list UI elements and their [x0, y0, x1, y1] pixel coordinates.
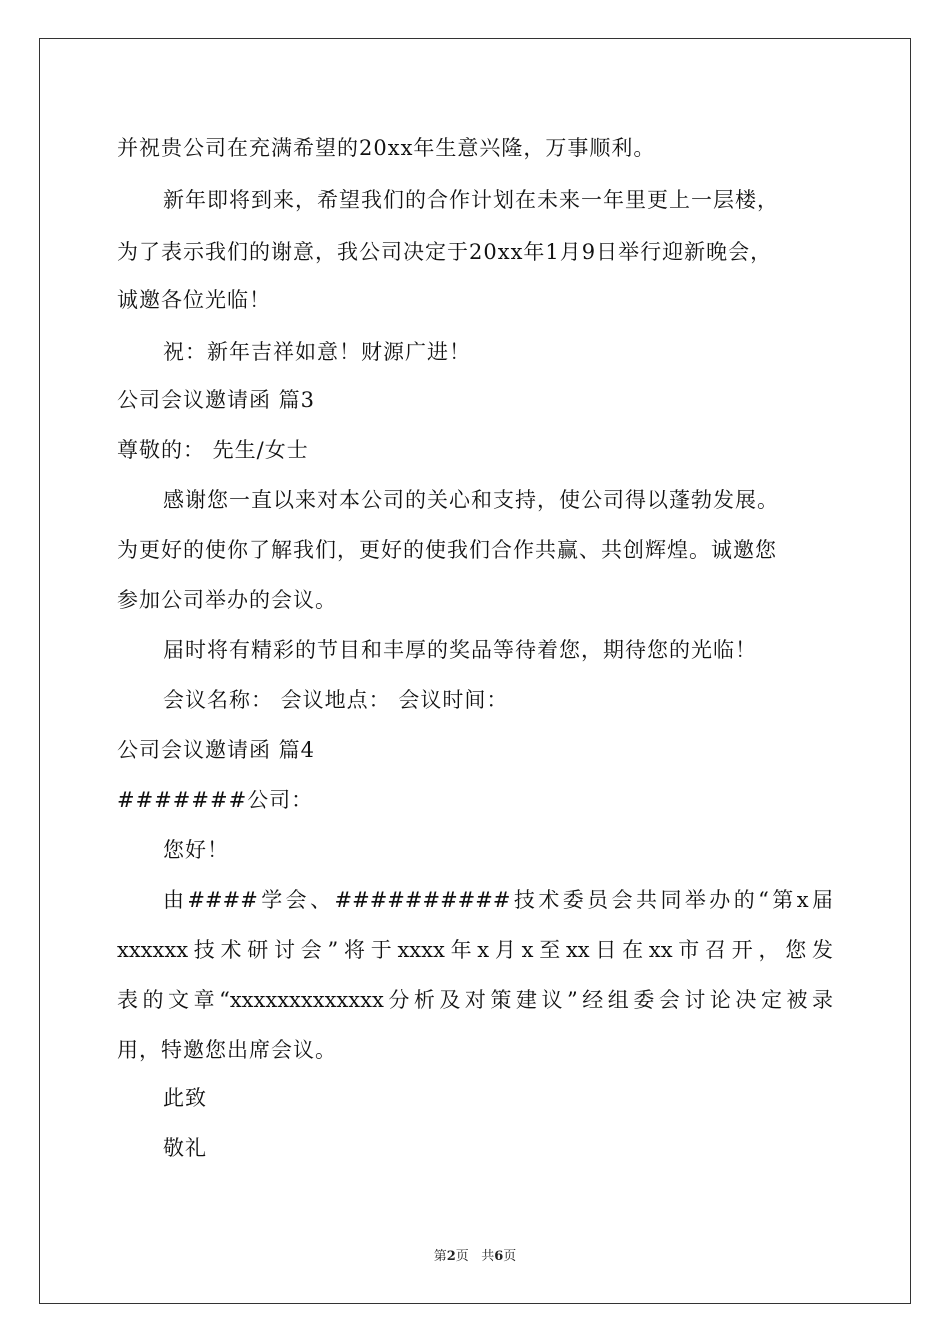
text-line: 由####学会、##########技术委员会共同举办的“第x届 — [163, 888, 833, 912]
meeting-info-line: 会议名称： 会议地点： 会议时间： — [163, 688, 509, 712]
text-line: 参加公司举办的会议。 — [117, 588, 337, 612]
page-label-prefix: 第 — [433, 1249, 447, 1264]
closing-line: 敬礼 — [163, 1136, 207, 1160]
section-heading: 公司会议邀请函 篇3 — [117, 388, 316, 412]
salutation: #######公司： — [117, 788, 314, 812]
text-line: 祝：新年吉祥如意！财源广进！ — [163, 340, 471, 364]
section-heading: 公司会议邀请函 篇4 — [117, 738, 316, 762]
page-label-mid: 页 共 — [455, 1249, 495, 1264]
page-current-number: 2 — [446, 1249, 456, 1264]
salutation: 尊敬的： 先生/女士 — [117, 438, 309, 462]
text-line: 新年即将到来，希望我们的合作计划在未来一年里更上一层楼， — [163, 188, 779, 212]
page-border — [39, 38, 911, 1304]
text-line: 届时将有精彩的节目和丰厚的奖品等待着您，期待您的光临！ — [163, 638, 757, 662]
greeting: 您好！ — [163, 838, 229, 862]
text-line: 并祝贵公司在充满希望的20xx年生意兴隆，万事顺利。 — [117, 136, 656, 160]
page-total-number: 6 — [494, 1249, 504, 1264]
page-label-suffix: 页 — [503, 1249, 517, 1264]
text-line: 感谢您一直以来对本公司的关心和支持，使公司得以蓬勃发展。 — [163, 488, 779, 512]
text-line: 为更好的使你了解我们，更好的使我们合作共赢、共创辉煌。诚邀您 — [117, 538, 777, 562]
page-footer — [0, 1249, 950, 1265]
text-line: 用，特邀您出席会议。 — [117, 1038, 337, 1062]
closing-line: 此致 — [163, 1086, 207, 1110]
text-line: 诚邀各位光临！ — [117, 288, 271, 312]
text-line: xxxxxx技术研讨会”将于xxxx年x月x至xx日在xx市召开，您发 — [117, 938, 833, 962]
text-line: 为了表示我们的谢意，我公司决定于20xx年1月9日举行迎新晚会， — [117, 240, 773, 264]
text-line: 表的文章“xxxxxxxxxxxxx分析及对策建议”经组委会讨论决定被录 — [117, 988, 833, 1012]
